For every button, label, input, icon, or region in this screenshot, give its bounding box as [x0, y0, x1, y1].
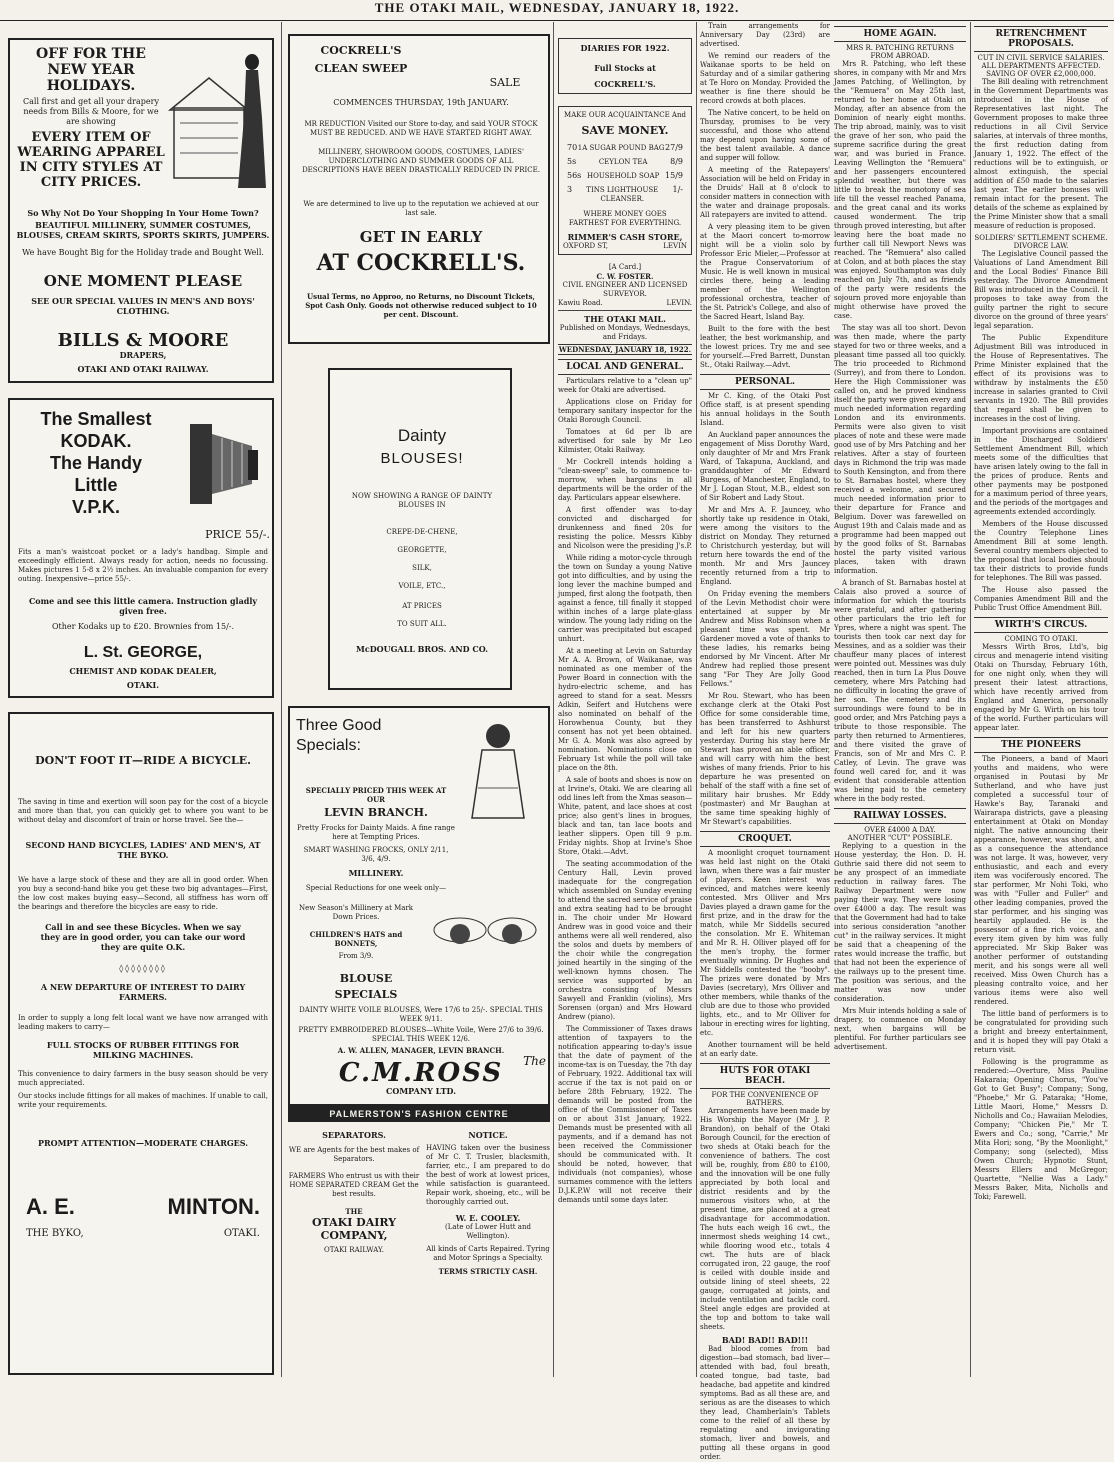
- section-heading-croquet: CROQUET.: [700, 831, 830, 847]
- minton-surname: MINTON.: [167, 1194, 260, 1219]
- home-subheading: MRS R. PATCHING RETURNS FROM ABROAD.: [846, 44, 954, 60]
- mail-date: WEDNESDAY, JANUARY 18, 1922.: [558, 345, 692, 354]
- bills-call: Call first and get all your drapery needs from Bills & Moore, for we are showing: [23, 97, 159, 126]
- section-heading-wirth: WIRTH'S CIRCUS.: [974, 617, 1108, 633]
- bills-moment: ONE MOMENT PLEASE: [43, 272, 243, 290]
- local-para: Applications close on Friday for temporary sanitary inspector for the Otaki Borough Council.: [558, 398, 692, 424]
- byko-town: OTAKI.: [223, 1228, 260, 1239]
- byko-para-5: Our stocks include fittings for all makes of machines. If unable to call, write your requirements.: [18, 1092, 268, 1109]
- ross-millinery: MILLINERY.: [348, 868, 404, 878]
- dairy-agents: WE are Agents for the best makes of Separators.: [288, 1146, 420, 1163]
- retrenchment-sub-2: ALL DEPARTMENTS AFFECTED.: [981, 62, 1101, 70]
- diaries-full: Full Stocks at: [594, 63, 656, 73]
- local-para: Tomatoes at 6d per lb are advertised for sale by Mr Leo Kilmister, Otaki Railway.: [558, 428, 692, 454]
- retrenchment-sub-1: CUT IN CIVIL SERVICE SALARIES.: [977, 54, 1105, 62]
- cockrell-at: AT COCKRELL'S.: [316, 250, 526, 276]
- ross-special: Special Reductions for one week only—: [305, 884, 447, 892]
- diaries-title: DIARIES FOR 1922.: [580, 43, 670, 53]
- dairy-the: THE: [345, 1207, 363, 1216]
- kodak-line-2: KODAK.: [60, 431, 132, 451]
- price-value: 15/9: [665, 171, 683, 180]
- cockrell-sale-advert: [288, 34, 550, 344]
- bad-heading: BAD! BAD!! BAD!!!: [721, 1335, 809, 1345]
- byko-location: THE BYKO,: [26, 1228, 84, 1239]
- section-heading-retrenchment: RETRENCHMENT PROPOSALS.: [974, 26, 1108, 52]
- foster-name: C. W. FOSTER.: [596, 272, 654, 281]
- mail-published: Published on Mondays, Wednesdays, and Fridays.: [559, 324, 691, 341]
- blouses-merchant: McDOUGALL BROS. AND CO.: [355, 644, 489, 654]
- cooley-late: (Late of Lower Hutt and Wellington).: [445, 1223, 531, 1240]
- price-row: [563, 183, 687, 206]
- kodak-come: Come and see this little camera. Instruction gladly given free.: [28, 596, 258, 616]
- croquet-para: A moonlight croquet tournament was held last night on the Otaki lawn, when there was a fair muster of players. Keen interest was evinced, and matches were keenly contested. Mrs Olliver and Mrs Davies played a drawn game for the first prize, and in the draw for the match, while Mr Siddells secured the consolation. Mr E. Whiteman and Mr R. H. Olliver played off for the men's trophy, the former eventually winning. Dr Hughes and Mr Siddells contested the "booby". The prizes were donated by Mrs Davies (secretary), Mrs Olliver and other members, while thanks of the club are due to those who provided lights, etc., and to Mr Olliver for labour in erecting wires for lighting, etc.: [700, 849, 830, 1037]
- foster-engineer: CIVIL ENGINEER AND LICENSED SURVEYOR.: [562, 281, 688, 298]
- divorce-subheading: DIVORCE LAW.: [1013, 242, 1069, 250]
- retrenchment-para: The Legislative Council passed the Valuations of Land Amendment Bill and the Local Bodies' Finance Bill yesterday. The Divorce Amendment Bill was introduced in the Council. It proposes to take away from the guilty partner the right to secure divorce on the ground of three years' legal separation.: [974, 250, 1108, 330]
- cockrell-name: COCKRELL'S: [320, 44, 402, 57]
- dairy-company-advert: [288, 1130, 420, 1376]
- blouses-item-3: SILK,: [412, 564, 432, 572]
- lady-illustration: [170, 48, 270, 198]
- ross-three-specials: Three Good Specials:: [296, 717, 382, 754]
- ross-new: New Season's Millinery at Mark Down Prices.: [298, 904, 414, 921]
- news-para: A meeting of the Ratepayers' Association will be held on Friday in the Druids' Hall at 8 o'clock to consider matters in connection with the water and drainage proposals. All ratepayers are invited to attend.: [700, 166, 830, 219]
- blouses-item-4: VOILE, ETC.,: [398, 582, 446, 590]
- price-item: CEYLON TEA: [598, 158, 648, 166]
- cockrell-para-1: MR REDUCTION Visited our Store to-day, and said YOUR STOCK MUST BE REDUCED. AND WE HAVE STARTED RIGHT AWAY.: [304, 120, 538, 137]
- ross-children: CHILDREN'S HATS and BONNETS,: [309, 930, 403, 948]
- column-3: [558, 22, 692, 1377]
- retrenchment-para: The Public Expenditure Adjustment Bill was introduced in the House of Representatives. The Prime Minister explained that the effect of its provisions was to withdraw by instalments the £50 increase in salaries granted to Civil servants in 1920. The Bill provides that regard shall be given to increases in the cost of living.: [974, 334, 1108, 423]
- kodak-description: Fits a man's waistcoat pocket or a lady's handbag. Simple and exceedingly efficient. Always ready for action, needs no focussing. Makes pictures 1 5-8 x 2½ inches. An invaluable companion for every outing. Inexpensive—price 55/-.: [18, 548, 268, 583]
- news-para: We remind our readers of the Waikanae sports to be held on Saturday and of a similar gathering at Te Horo on Monday. Provided the weather is fine there should be record crowds at both places.: [700, 52, 830, 105]
- local-para: A first offender was to-day convicted and discharged for drunkenness and fined 20s for resisting the police. Messrs Kibby and Nicolson were the presiding J's.P.: [558, 506, 693, 550]
- blouses-item-1: CREPE-DE-CHENE,: [386, 528, 458, 536]
- rimmer-make: MAKE OUR ACQUAINTANCE And: [564, 111, 686, 119]
- dairy-otaki: OTAKI DAIRY COMPANY,: [311, 1216, 397, 1242]
- mail-title: THE OTAKI MAIL.: [584, 314, 666, 324]
- local-para: A sale of boots and shoes is now on at Irvine's, Otaki. We are clearing all odd lines left from the Xmas season—White, patent, and lace shoes at cost price; also gent's lines in brogues, black and tan, tan lace boots and leather slippers. Open till 9 p.m. Friday nights. Shop at Irvine's Shoe Store, Otaki.—Advt.: [558, 776, 692, 856]
- hats-illustration: [430, 900, 540, 960]
- byko-departure: A NEW DEPARTURE OF INTEREST TO DAIRY FARMERS.: [40, 982, 246, 1002]
- minton-initials: A. E.: [26, 1194, 75, 1219]
- personal-para: On Friday evening the members of the Levin Methodist choir were entertained at supper by Mr Andrew and Miss Robinson when a pleasant time was spent. Mr Gardener moved a vote of thanks to these ladies, his remarks being endorsed by Mr Vincent. After Mr Andrew had replied those present sang "For They Are Jolly Good Fellows.": [700, 590, 830, 688]
- cockrell-para-3: We are determined to live up to the reputation we achieved at our last sale.: [303, 200, 539, 217]
- byko-second-hand: SECOND HAND BICYCLES, LADIES' AND MEN'S, AT THE BYKO.: [25, 840, 261, 860]
- ross-pretty: PRETTY EMBROIDERED BLOUSES—White Voile, Were 27/6 to 39/6. SPECIAL THIS WEEK 12/6.: [298, 1026, 544, 1043]
- bills-see: SEE OUR SPECIAL VALUES IN MEN'S AND BOYS' CLOTHING.: [31, 296, 255, 316]
- soldiers-subheading: SOLDIERS' SETTLEMENT SCHEME.: [974, 234, 1108, 242]
- dairy-separators: SEPARATORS.: [322, 1130, 386, 1140]
- bills-address: OTAKI AND OTAKI RAILWAY.: [77, 364, 209, 374]
- masthead-rule: [0, 20, 1114, 21]
- kodak-trade: CHEMIST AND KODAK DEALER,: [69, 666, 217, 676]
- section-heading-personal: PERSONAL.: [700, 374, 830, 390]
- price-value: 1/-: [672, 185, 683, 194]
- dairy-railway: OTAKI RAILWAY.: [324, 1246, 384, 1254]
- pioneers-para: The little band of performers is to be congratulated for providing such a bright and breezy entertainment, and it is hoped they will pay Otaki a return visit.: [974, 1010, 1108, 1054]
- camera-icon: [182, 414, 262, 514]
- kodak-other: Other Kodaks up to £20. Brownies from 15/-.: [51, 622, 235, 631]
- cockrell-commences: COMMENCES THURSDAY, 19th JANUARY.: [333, 98, 509, 107]
- bills-bought: We have Bought Big for the Holiday trade and Bought Well.: [22, 248, 264, 257]
- personal-para: Mr C. King, of the Otaki Post Office staff, is at present spending his annual holidays in the South Island.: [700, 392, 830, 427]
- ross-blouse: BLOUSE: [339, 972, 393, 985]
- byko-para-3: In order to supply a long felt local want we have now arranged with leading makers to carry—: [18, 1014, 268, 1031]
- blouses-advert: [328, 368, 512, 690]
- section-heading-local: LOCAL AND GENERAL.: [558, 359, 692, 375]
- bills-drapers: DRAPERS,: [119, 350, 167, 360]
- retrenchment-para: Important provisions are contained in the Discharged Soldiers' Settlement Amendment Bill, which meets some of the difficulties that have arisen lately owing to the fall in the prices of produce. Rents and other payments may be postponed for a maximum period of three years, and the periods of the mortgages and agreements extended accordingly.: [974, 427, 1108, 516]
- ross-logo: C.M.ROSS: [338, 1058, 504, 1088]
- kodak-advert: [8, 398, 274, 698]
- railway-para: Mrs Muir intends holding a sale of drapery, to commence on Monday next, when bargains will be plentiful. For further particulars see advertisement.: [834, 1007, 966, 1051]
- price-item: TINS LIGHTHOUSE CLEANSER.: [586, 186, 659, 203]
- ross-the: The: [523, 1054, 546, 1068]
- bills-moore-advert: [8, 38, 274, 383]
- byko-rubber: FULL STOCKS OF RUBBER FITTINGS FOR MILKING MACHINES.: [46, 1040, 240, 1060]
- ross-specials: SPECIALS: [334, 988, 398, 1001]
- byko-para-4: This convenience to dairy farmers in the busy season should be very much appreciated.: [18, 1070, 268, 1087]
- rimmer-oxford: OXFORD ST,: [563, 242, 608, 250]
- local-para: The seating accommodation of the Century Hall, Levin proved inadequate for the congregation which assembled on Sunday evening to attend the sacred service of praise and extra seating had to be brought in. The choir under Mr Howard Andrew was in good voice and their anthems were all well rendered, also the solos and duets by members of the choir while the congregation joined heartily in the singing of the well-known hymns chosen. The service was supported by an orchestra consisting of Messrs Sawyell and Franklin (violins), Mrs Sorensen (organ) and Mrs Howard Andrew (piano).: [558, 860, 692, 1021]
- blouses-item-2: GEORGETTE,: [397, 546, 447, 554]
- column-divider: [696, 22, 697, 1377]
- rimmer-where: WHERE MONEY GOES FARTHEST FOR EVERYTHING.: [568, 210, 682, 227]
- bills-name: BILLS & MOORE: [57, 330, 229, 351]
- bills-why: So Why Not Do Your Shopping In Your Home Town?: [27, 208, 259, 218]
- price-row: [563, 155, 687, 169]
- rimmer-save: SAVE MONEY.: [581, 124, 669, 137]
- byko-para-2: We have a large stock of these and they are all in good order. When you buy a second-hand bike you get these two big advantages—First, the low cost makes buying easy—Second, all stiffness has worn off the bearings and therefore the bicycles are easy to ride.: [18, 876, 268, 911]
- cooley-repairs: All kinds of Carts Repaired. Tyring and Motor Springs a Specialty.: [426, 1245, 550, 1262]
- home-para: Mrs R. Patching, who left these shores, in company with Mr and Mrs James Patching, of Wellington, by the "Remuera" on May 25th last, returned to her home at Otaki on Monday, after an absence from the Dominion of nearly eight months. The trip abroad, mainly, was to visit the grave of her son, who paid the supreme sacrifice during the great war, and was buried in France. Leaving Wellington the "Remuera" and her passengers encountered splendid weather, but there was little to break the monotony of sea life till the vessel reached Panama, and the great canal and its works caused wonderment. The trip through proved interesting, but after leaving here the boat made no further call till Newport News was reached. The "Remuera" also called at Colon, and at both places the stay was enjoyed. Southampton was duly reached on July 7th, and as friends of the party were residents the sojourn proved more enjoyable than might otherwise have proved the case.: [834, 60, 966, 320]
- price-item: HOUSEHOLD SOAP: [587, 172, 660, 180]
- price-row: [563, 169, 687, 183]
- railway-subheading: OVER £4000 A DAY.: [864, 826, 936, 834]
- byko-prompt: PROMPT ATTENTION—MODERATE CHARGES.: [37, 1138, 249, 1148]
- foster-levin: LEVIN.: [666, 299, 692, 307]
- ross-levin: LEVIN BRANCH.: [324, 806, 428, 819]
- diaries-advert: [558, 38, 692, 94]
- kodak-name: L. St. GEORGE,: [83, 644, 203, 661]
- blouses-showing: NOW SHOWING A RANGE OF DAINTY BLOUSES IN: [351, 492, 493, 509]
- rimmer-name: RIMMER'S CASH STORE,: [567, 232, 683, 242]
- ross-banner: PALMERSTON'S FASHION CENTRE: [288, 1106, 550, 1122]
- croquet-para: Another tournament will be held at an early date.: [700, 1041, 830, 1058]
- kodak-line-1: The Smallest: [40, 409, 152, 429]
- column-divider: [553, 22, 554, 1377]
- byko-para-1: The saving in time and exertion will soon pay for the cost of a bicycle and more than that, you can quickly get to where you want to be without delay and discomfort of train or horse travel. See the—: [18, 798, 268, 824]
- rimmer-levin: LEVIN: [663, 242, 687, 250]
- cockrell-get-in: GET IN EARLY: [359, 228, 483, 246]
- byko-call: Call in and see these Bicycles. When we say they are in good order, you can take our word they are quite O.K.: [40, 922, 246, 952]
- blouses-suit: TO SUIT ALL.: [397, 620, 447, 628]
- kodak-price: PRICE 55/-.: [205, 528, 270, 541]
- ornament-divider: ◊◊◊◊◊◊◊◊: [119, 964, 167, 973]
- personal-para: Mr and Mrs A. F. Jauncey, who shortly take up residence in Otaki, were among the visitors to the district on Monday. They returned to Christchurch yesterday, but will return here towards the end of the month. Mr and Mrs Jauncey recently returned from a trip to England.: [700, 506, 830, 586]
- bills-every: EVERY ITEM OF WEARING APPAREL IN CITY STYLES AT CITY PRICES.: [17, 130, 165, 190]
- local-para: Mr Cockrell intends holding a "clean-sweep" sale, to commence to-morrow, when bargains in all departments will be the order of the day. Particulars appear elsewhere.: [558, 458, 692, 502]
- news-para: A very pleasing item to be given at the Maori concert to-morrow night will be a violin solo by Professor Eric Mieler,—Professor at the Prague Conservatorium of Music. He is well known in musical circles there, being a leading member of the Wellington professional orchestra, teacher of the St. Patrick's College, and also of the Sacred Heart, Island Bay.: [700, 223, 830, 321]
- dairy-farmers: FARMERS Who entrust us with their HOME SEPARATED CREAM Get the best results.: [288, 1172, 420, 1198]
- cooley-terms: TERMS STRICTLY CASH.: [438, 1267, 538, 1276]
- section-heading-home: HOME AGAIN.: [834, 26, 966, 42]
- price-item: 1A SUGAR POUND BAG: [577, 144, 665, 152]
- local-para: While riding a motor-cycle through the town on Sunday a young Native got into difficulties, and by using the long lever the machine bumped and jumped, first along the footpath, then against a fence, till finally it stopped within inches of a large plate-glass window. The young lady riding on the carrier was precipitated but escaped unhurt.: [558, 554, 692, 643]
- pioneers-para: Following is the programme as rendered:—Overture, Miss Pauline Hakaraia; Opening Chorus, "You've Got to Get Busy"; Company; Song, "Phoebe," Mr G. Pataraka; "Home, Little Maori, Home," Messrs D. Nicholls and Co.; Hawaiian Melodies, Company; "Chicken Pie," Mr T. Ewers and Co.; song, "Carrie," Mr Mita Hori; song, "By the Moonlight," Company; song (selected), Miss Owen Church; Hypnotic Stunt, Messrs Ellers and McGregor; Quartette, "Nellie Was a Lady." Messrs Baker, Mita, Nicholls and Toki; Farewell.: [974, 1058, 1108, 1201]
- section-heading-pioneers: THE PIONEERS: [974, 737, 1108, 753]
- cockrell-para-2: MILLINERY, SHOWROOM GOODS, COSTUMES, LADIES' UNDERCLOTHING AND SUMMER GOODS OF ALL DESCRIPTIONS HAVE BEEN DRASTICALLY REDUCED IN PRICE.: [302, 148, 540, 174]
- price-qty: 56s: [567, 171, 582, 180]
- pioneers-para: The Pioneers, a band of Maori youths and maidens, who were organised in Poutasi by Mr Sutherland, and who have just completed a successful tour of Hawke's Bay, Taranaki and Wairarapa districts, gave a pleasing entertainment at Otaki on Monday night. The native announcing their appearance, however, was short, and as a consequence the attendance was not large. It was, however, very enthusiastic, and each and every item was vociferously encored. The star performer, Mr Nohi Toki, who was with "Fuller and Fuller" and other leading companies, proved the star performer, and his singing was heartily applauded. He is the possessor of a fine rich voice, and every item given by him was fully appreciated. Mr Skip Baker was another performer of outstanding merit, and his songs were all well received. Miss Owen Church has a pleasing contralto voice, and her various items were also well rendered.: [974, 755, 1108, 1006]
- rimmer-advert: [558, 106, 692, 255]
- cockrell-clean-sweep: CLEAN SWEEP: [314, 62, 408, 75]
- price-qty: 5s: [567, 157, 577, 166]
- blouses-title-1: Dainty: [397, 426, 447, 445]
- retrenchment-para: The Bill dealing with retrenchment in the Government Departments was introduced in the House of Representatives last night. The Government proposes to make three reductions in all Civil Service salaries, at intervals of three months, the first reduction dating from January 1, 1922. The effect of the reductions will be to extinguish, or almost extinguish, the special addition of £50 made to the salaries last year. The earlier bonuses will remain intact for the present. The details of the scheme as explained by the Prime Minister show that a small measure of reduction is proposed.: [974, 78, 1108, 230]
- blouses-title-2: BLOUSES!: [380, 450, 464, 467]
- byko-headline: DON'T FOOT IT—RIDE A BICYCLE.: [35, 754, 251, 767]
- section-heading-huts: HUTS FOR OTAKI BEACH.: [700, 1063, 830, 1089]
- column-6: [974, 22, 1108, 1377]
- cooley-text: HAVING taken over the business of Mr C. T. Trusler, blacksmith, farrier, etc., I am prepared to do the best of work at lowest prices, while satisfaction is guaranteed. Repair work, shoeing, etc., will be thoroughly carried out.: [426, 1144, 550, 1206]
- retrenchment-para: The House also passed the Companies Amendment Bill and the Public Trust Office Amendment Bill.: [974, 586, 1108, 612]
- huts-para: Arrangements have been made by His Worship the Mayor (Mr J. P. Brandon), on behalf of the Otaki Borough Council, for the erection of two sheds at Otaki beach for the convenience of bathers. The cost will be, roughly, from £80 to £100, and the innovation will be one fully appreciated by both local and district residents and by the numerous visitors who, at the present time, are placed at a great disadvantage for accommodation. The huts each weigh 16 cwt., the innermost sheds weighing 14 cwt., while flooring wood etc., totals 4 cwt. The huts are of black corrugated iron, 22 gauge, the roof is ceiled with double inside and outside lining of steel sheets, 22 gauge, corrugated at joints, and include ventilation and tackle cord. Steel angle edges are provided at the top and bottom to take wall sheets.: [700, 1107, 830, 1331]
- price-value: 8/9: [670, 157, 683, 166]
- cooley-notice: [426, 1130, 550, 1376]
- cooley-name: W. E. COOLEY.: [455, 1213, 521, 1223]
- girl-illustration: [458, 718, 538, 828]
- kodak-line-4: Little: [74, 475, 118, 495]
- ross-voile: DAINTY WHITE VOILE BLOUSES, Were 17/6 to 25/-. SPECIAL THIS WEEK 9/11.: [299, 1006, 543, 1023]
- huts-subheading: FOR THE CONVENIENCE OF BATHERS.: [711, 1091, 819, 1107]
- cooley-notice-title: NOTICE.: [468, 1130, 508, 1140]
- retrenchment-sub-3: SAVING OF OVER £2,000,000.: [986, 70, 1096, 78]
- wirth-para: Messrs Wirth Bros, Ltd's, big circus and menagerie intend visiting Otaki on Thursday, February 16th, for one night only, when they will present their latest attractions, which have recently arrived from England and America, personally engaged by Mr G. Wirth on his tour of the world. Further particulars will appear later.: [974, 643, 1108, 732]
- home-para: A branch of St. Barnabas hostel at Calais also proved a source of information for which the tourists were grateful, and after gathering other particulars the trio left for Ypres, where a night was spent. The tourists then took car next day for Messines, and as a soldier was their chauffeur many places of interest were pointed out. Messines was duly reached, then in turn La Plus Douve cemetery, where Mrs Patching had no difficulty in locating the grave of her son. The cemetery and its surroundings were found to be in good order, and Mrs Patching pays a tribute to those responsible. The party then returned to Armentieres, and there visited the grave of Francis, son of Mr and Mrs C. P. Catley, of Levin. The grave was found well cared for, and it was evident that considerable attention was being paid to the cemetery where in the body rested.: [834, 579, 966, 803]
- personal-para: Mr Rou. Stewart, who has been exchange clerk at the Otaki Post Office for some considerable time, has been transferred to Ashhurst and left for his new quarters yesterday. During his stay here Mr Stewart has proved an able officer, and will carry with him the best wishes of many friends. Prior to his departure he was presented on behalf of the staff with a fine set of military hair brushes. Mr Eddy (postmaster) and Mr Baughan at the same time speaking highly of Mr Stewart's capabilities.: [700, 692, 830, 826]
- wirth-subheading: COMING TO OTAKI.: [1004, 635, 1078, 643]
- price-qty: 70: [567, 143, 578, 152]
- foster-card: [558, 263, 692, 307]
- retrenchment-para: Members of the House discussed the Country Telephone Lines Amendment Bill at some length. Several country members objected to the proposal that local bodies should tax their districts to provide funds for telephones. The Bill was passed.: [974, 520, 1108, 582]
- local-para: At a meeting at Levin on Saturday Mr A. A. Brown, of Waikanae, was nominated as one member of the Power Board in connection with the hydro-electric scheme, and has agreed to stand for a seat. Messrs Adkin, Seifert and Hutchens were also nominated on behalf of the Horowhenua County, but they consent has not yet been obtained. Mr G. A. Monk was also agreed by nomination. Nominations close on February 1st while the poll will take place on the 8th.: [558, 647, 692, 772]
- ross-from: From 3/9.: [338, 952, 374, 960]
- ross-smart: SMART WASHING FROCKS, ONLY 2/11, 3/6, 4/9.: [303, 846, 449, 863]
- price-qty: 3: [567, 185, 573, 194]
- cockrell-sale: SALE: [489, 76, 521, 89]
- bills-headline: OFF FOR THE NEW YEAR HOLIDAYS.: [36, 46, 146, 94]
- byko-advert: [8, 712, 274, 1375]
- kodak-line-5: V.P.K.: [71, 497, 121, 517]
- ross-frocks: Pretty Frocks for Dainty Maids. A fine range here at Tempting Prices.: [297, 824, 455, 841]
- kodak-town: OTAKI.: [126, 680, 160, 690]
- railway-cut: ANOTHER "CUT" POSSIBLE.: [847, 834, 953, 842]
- railway-para: Replying to a question in the House yesterday, the Hon. D. H. Guthrie said there did not seem to be any prospect of an immediate reduction in railway fares. The Railway Department were now paying their way. They were losing over £4000 a day. The result was that the Government had had to take into serious consideration "another cut" in the railway services. It might be said that a cheapening of the rates would increase the traffic, but that had not been the experience of the railways up to the present time. The position was serious, and the matter was now under consideration.: [834, 842, 966, 1003]
- cockrell-terms: Usual Terms, no Approo, no Returns, no Discount Tickets, Spot Cash Only. Goods not otherwise reduced subject to 10 per cent. Discount.: [305, 292, 537, 319]
- ross-company: COMPANY LTD.: [385, 1086, 456, 1096]
- personal-para: An Auckland paper announces the engagement of Miss Dorothy Ward, only daughter of Mr and Mrs Frank Ward, of Takapuna, Auckland, and granddaughter of Mr Edward Burgess, of Manchester, England, to Mr J. Logan Stout, M.B., eldest son of Sir Robert and Lady Stout.: [700, 431, 830, 502]
- foster-road: Kawiu Road.: [558, 299, 603, 307]
- price-value: 27/9: [665, 143, 683, 152]
- bad-para: Bad blood comes from bad digestion—bad stomach, bad liver—attended with bad, foul breath, coated tongue, bad taste, bad headache, bad appetite and kindred symptoms. Bad as all these are, and serious as are the diseases to which they lead, Chamberlain's Tablets come to the relief of all these by regulating and invigorating stomach, liver and bowels, and putting all these organs in good order.: [700, 1345, 830, 1461]
- column-4: [700, 22, 830, 1461]
- bills-items: BEAUTIFUL MILLINERY, SUMMER COSTUMES, BLOUSES, CREAM SKIRTS, SPORTS SKIRTS, JUMPERS.: [16, 220, 270, 240]
- column-5: [834, 22, 966, 1377]
- local-para: Particulars relative to a "clean up" week for Otaki are advertised.: [558, 377, 692, 394]
- column-divider: [970, 22, 971, 1377]
- section-heading-railway: RAILWAY LOSSES.: [834, 808, 966, 824]
- foster-card-label: [A Card.]: [608, 263, 642, 271]
- news-para: Built to the fore with the best leather, the best workmanship, and the lowest prices. Try me and see for yourself.—Fred Barrett, Dunstan St., Otaki Railway.—Advt.: [700, 325, 830, 369]
- kodak-line-3: The Handy: [49, 453, 142, 473]
- rule: [558, 310, 692, 311]
- news-para: Train arrangements for Anniversary Day (23rd) are advertised.: [700, 22, 830, 48]
- diaries-cockrell: COCKRELL'S.: [594, 79, 656, 89]
- ross-priced: SPECIALLY PRICED THIS WEEK AT OUR: [305, 786, 447, 804]
- news-para: The Native concert, to be held on Thursday, promises to be very successful, and those who attend may depend upon having some of the best talent available. A dance and supper will follow.: [700, 109, 830, 162]
- local-para: The Commissioner of Taxes draws attention of taxpayers to the notification appearing to-day's issue that the date of payment of the income-tax is on Tuesday, the 7th day of February, 1922. Additional tax will accrue if the tax is not paid on or before 28th February, 1922. The demands will be posted from the office of the Commissioner of Taxes on or about 31st January, 1922. Demands must be presented with all payments, and if a demand has not been received the Commissioner should be communicated with. It should be noted, however, that individuals (not companies), whose surnames commence with the letters D.J.K.P.W will not receive their demands until some days later.: [558, 1025, 692, 1204]
- ross-manager: A. W. ALLEN, MANAGER, LEVIN BRANCH.: [337, 1046, 505, 1055]
- masthead: THE OTAKI MAIL, WEDNESDAY, JANUARY 18, 1922.: [374, 0, 740, 15]
- price-row: [563, 141, 687, 155]
- column-divider: [281, 22, 282, 1377]
- cm-ross-advert: [288, 706, 550, 1106]
- home-para: The stay was all too short. Devon was then made, where the party stayed for two or three weeks, and a pleasant time passed all too quickly. The trio proceeded to Richmond (Surrey), and from there to London. Here the High Commissioner was called on, and he proved kindness itself the party were given every and much needed information regarding London and its environments. Permits were also given to visit places of note and these were made good use of by Mrs Patching and her relatives. After a stay of fourteen days in Richmond the trip was made to South Kensington, and from there to St. Barnabas hostel, where they received a welcome, and secured much needed information prior to their departure for France and Belgium. Dover was farewelled on August 19th and Calais made and as a programme had been mapped out by the good folks of St. Barnabas hostel the party visited various places, taken with drawn information.: [834, 324, 966, 575]
- blouses-prices: AT PRICES: [402, 602, 442, 610]
